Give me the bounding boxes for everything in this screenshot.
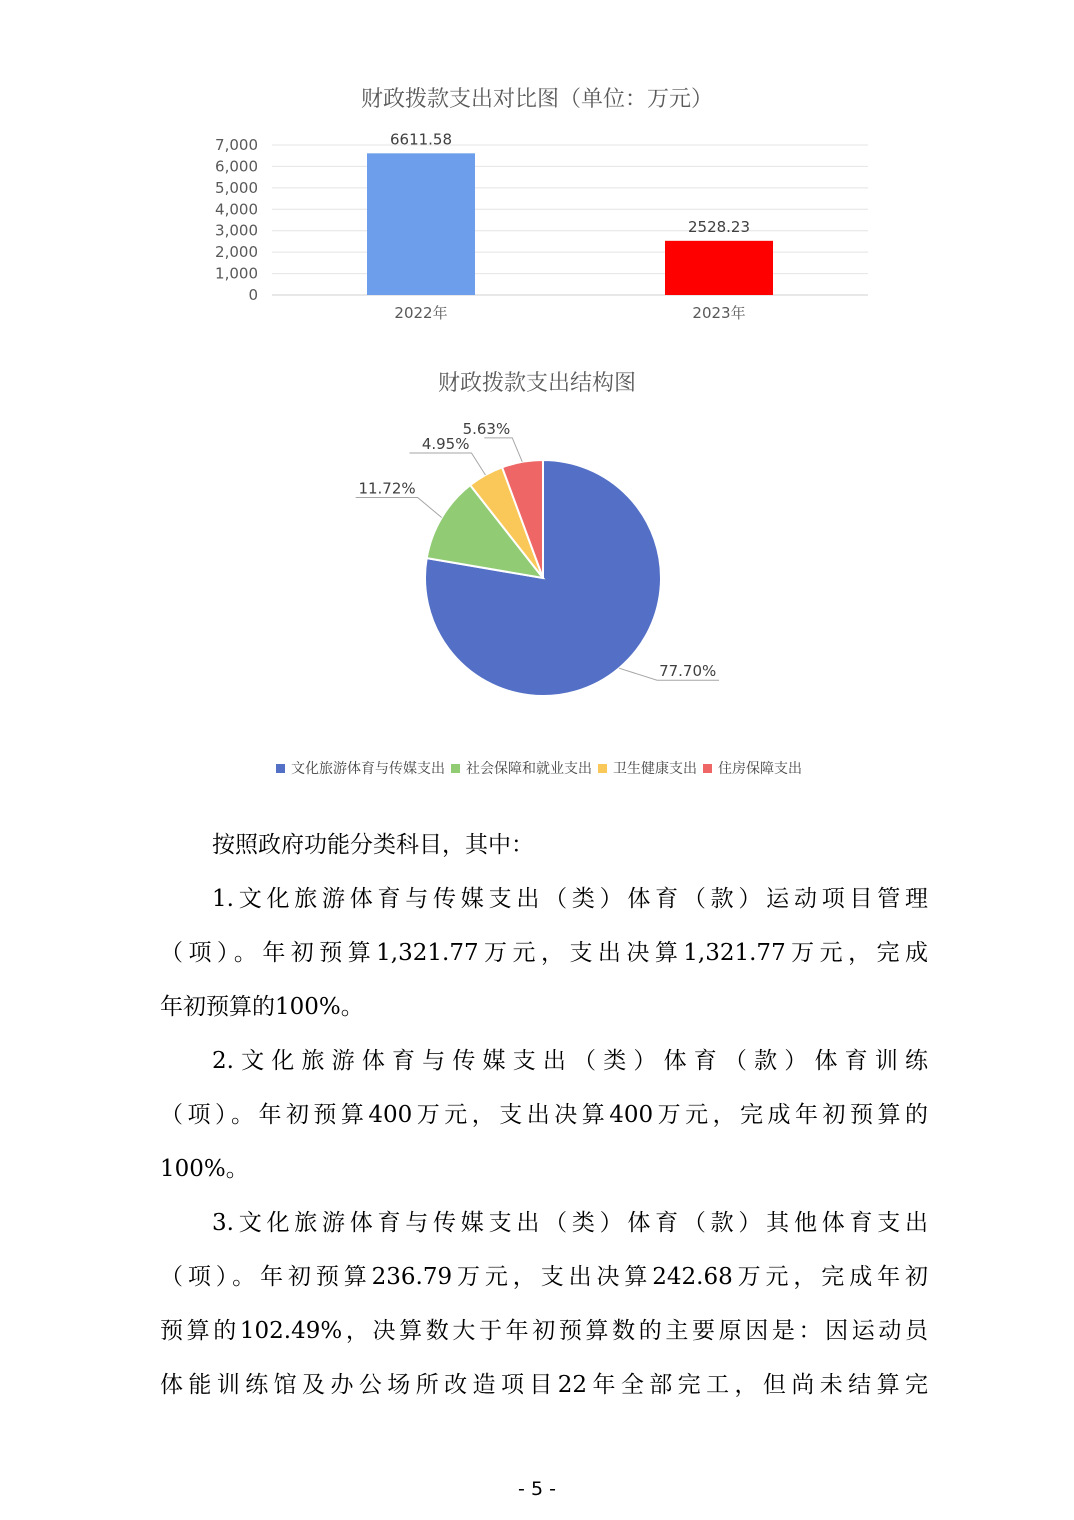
legend-label: 文化旅游体育与传媒支出 <box>291 761 445 777</box>
leader-line <box>356 498 442 518</box>
leader-line <box>409 453 485 475</box>
y-tick-label: 5,000 <box>215 178 258 197</box>
paragraph-1-line: 1.文化旅游体育与传媒支出（类）体育（款）运动项目管理 <box>212 886 928 912</box>
y-tick-label: 4,000 <box>215 200 258 219</box>
pie-chart-title: 财政拨款支出结构图 <box>437 371 636 396</box>
paragraph-3-line: 3.文化旅游体育与传媒支出（类）体育（款）其他体育支出 <box>212 1210 928 1236</box>
legend-swatch <box>598 764 607 773</box>
paragraph-3-line: （项）。年初预算236.79万元，支出决算242.68万元，完成年初 <box>160 1264 928 1290</box>
legend-item <box>451 758 592 778</box>
legend-label: 社会保障和就业支出 <box>466 761 592 777</box>
x-tick-label: 2022年 <box>394 304 448 322</box>
y-tick-label: 2,000 <box>215 243 258 262</box>
y-tick-label: 0 <box>248 286 258 304</box>
legend-swatch <box>276 764 285 773</box>
bar <box>665 241 773 295</box>
body-text <box>160 818 928 1412</box>
legend-swatch <box>703 764 712 773</box>
pie-value-label: 11.72% <box>358 479 416 498</box>
paragraph-2-line: （项）。年初预算400万元，支出决算400万元，完成年初预算的 <box>160 1102 928 1128</box>
bar-value-label: 6611.58 <box>389 130 453 149</box>
paragraph-2-line: 2.文化旅游体育与传媒支出（类）体育（款）体育训练 <box>212 1048 928 1074</box>
pie-value-label: 77.70% <box>659 662 717 681</box>
pie-chart <box>0 410 1074 730</box>
pie-value-label: 4.95% <box>421 434 470 453</box>
legend-item <box>598 758 697 778</box>
paragraph-1-line: （项）。年初预算1,321.77万元，支出决算1,321.77万元，完成 <box>160 940 928 966</box>
paragraph-1-line: 年初预算的100%。 <box>160 994 364 1020</box>
legend-item <box>703 758 802 778</box>
y-tick-label: 7,000 <box>215 136 258 154</box>
bar-value-label: 2528.23 <box>687 217 751 236</box>
bar-chart-title: 财政拨款支出对比图（单位：万元） <box>360 87 713 112</box>
paragraph-3-line: 预算的102.49%，决算数大于年初预算数的主要原因是：因运动员 <box>160 1318 928 1344</box>
pie-value-label: 5.63% <box>462 419 511 438</box>
leader-line <box>484 438 522 462</box>
paragraph-2-line: 100%。 <box>160 1156 249 1182</box>
x-tick-label: 2023年 <box>692 304 746 322</box>
page-number: - 5 - <box>518 1478 556 1500</box>
paragraph-3-line: 体能训练馆及办公场所改造项目22年全部完工，但尚未结算完 <box>160 1372 928 1398</box>
y-tick-label: 6,000 <box>215 157 258 176</box>
intro-line: 按照政府功能分类科目，其中： <box>212 832 534 858</box>
legend-label: 卫生健康支出 <box>613 761 697 777</box>
y-tick-label: 1,000 <box>215 264 258 283</box>
pie-legend <box>0 758 1074 778</box>
legend-item <box>276 758 445 778</box>
legend-swatch <box>451 764 460 773</box>
legend-label: 住房保障支出 <box>718 761 802 777</box>
bar-chart <box>0 0 1074 340</box>
y-tick-label: 3,000 <box>215 221 258 240</box>
bar <box>367 153 475 295</box>
